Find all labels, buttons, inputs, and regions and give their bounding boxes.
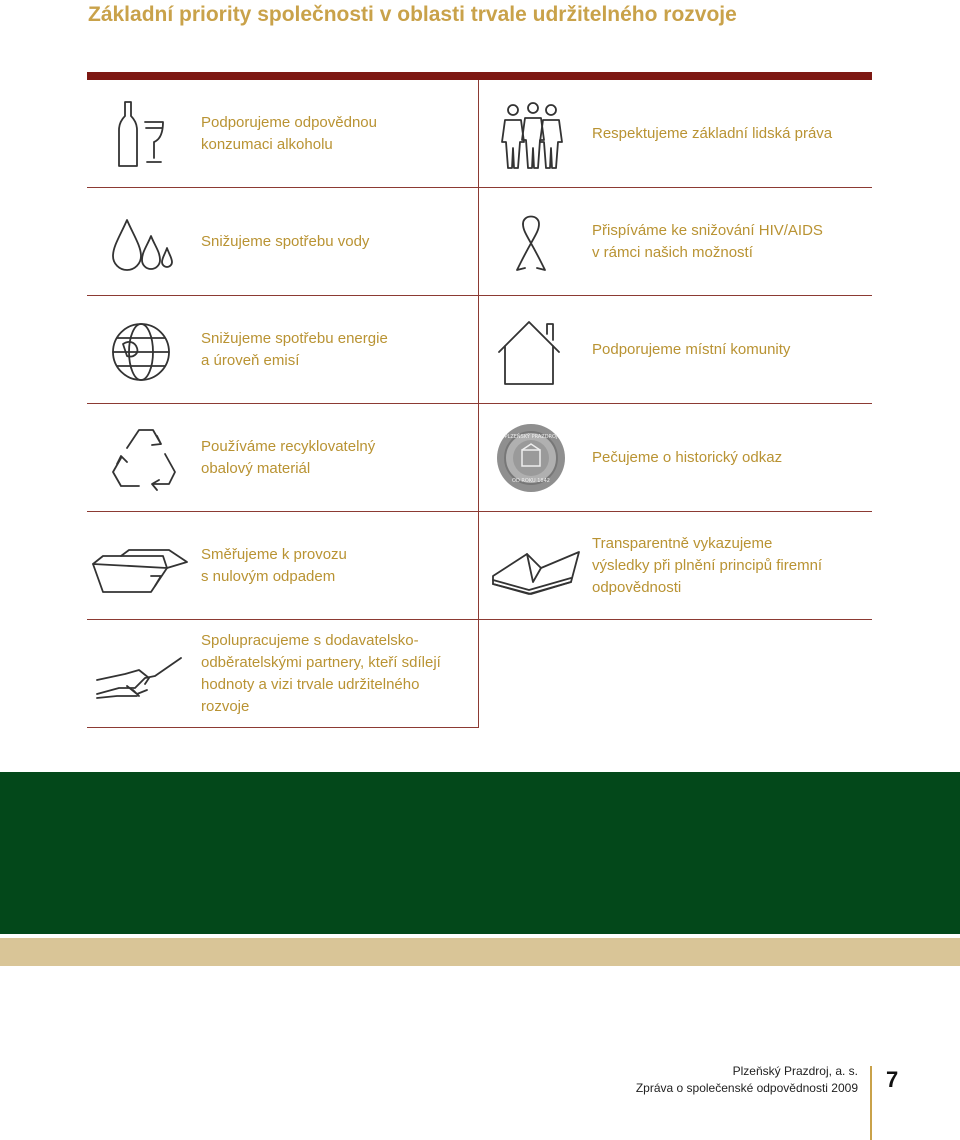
open-book-icon <box>487 526 583 606</box>
priority-label: Podporujeme místní komunity <box>592 340 791 358</box>
priority-partners <box>87 620 479 728</box>
priority-hiv-aids <box>479 188 872 296</box>
priority-transparency <box>479 512 872 620</box>
tan-band <box>0 938 960 966</box>
priority-heritage <box>479 404 872 512</box>
ribbon-icon <box>493 202 573 282</box>
priority-label: Snižujeme spotřebu vody <box>201 232 370 250</box>
priority-label: Respektujeme základní lidská práva <box>592 124 833 142</box>
page-number: 7 <box>886 1067 899 1092</box>
waste-skip-icon <box>89 526 189 606</box>
page-title: Základní priority společnosti v oblasti trvale udržitelného rozvoje <box>88 3 737 26</box>
priority-human-rights <box>479 80 872 188</box>
priority-label: Pečujeme o historický odkaz <box>592 448 783 466</box>
priority-local-communities <box>479 296 872 404</box>
water-drops-icon <box>105 202 185 282</box>
footer-company: Plzeňský Prazdroj, a. s. <box>732 1064 858 1078</box>
footer-report-title: Zpráva o společenské odpovědnosti 2009 <box>635 1081 858 1095</box>
priority-water <box>87 188 479 296</box>
house-icon <box>493 310 573 390</box>
footer-divider <box>870 1066 872 1140</box>
seal-bottom-text: OD ROKU 1842 <box>512 478 550 484</box>
priority-zero-waste <box>87 512 479 620</box>
priority-responsible-alcohol <box>87 80 479 188</box>
people-icon <box>493 94 573 174</box>
priority-label: Transparentně vykazujeme výsledky při plnění principů firemní odpovědnosti <box>592 534 823 596</box>
heritage-seal-icon <box>493 418 573 498</box>
handshake-icon <box>93 634 185 714</box>
priority-label: Směřujeme k provozu s nulovým odpadem <box>201 545 347 585</box>
bottle-glass-icon <box>105 94 185 174</box>
recycle-icon <box>105 418 185 498</box>
priority-label: Používáme recyklovatelný obalový materiál <box>201 437 376 477</box>
green-band <box>0 772 960 934</box>
priority-recycling <box>87 404 479 512</box>
priority-label: Snižujeme spotřebu energie a úroveň emisí <box>201 329 388 369</box>
priority-energy <box>87 296 479 404</box>
seal-top-text: PLZEŇSKÝ PRAZDROJ <box>504 434 558 440</box>
priority-label: Podporujeme odpovědnou konzumaci alkoholu <box>201 113 377 153</box>
globe-icon <box>105 310 185 390</box>
priority-label: Spolupracujeme s dodavatelsko- odběratelskými partnery, kteří sdílejí hodnoty a vizi trvale udržitelného rozvoje <box>201 631 441 715</box>
title-rule <box>87 72 872 80</box>
priority-label: Přispíváme ke snižování HIV/AIDS v rámci našich možností <box>592 221 823 261</box>
